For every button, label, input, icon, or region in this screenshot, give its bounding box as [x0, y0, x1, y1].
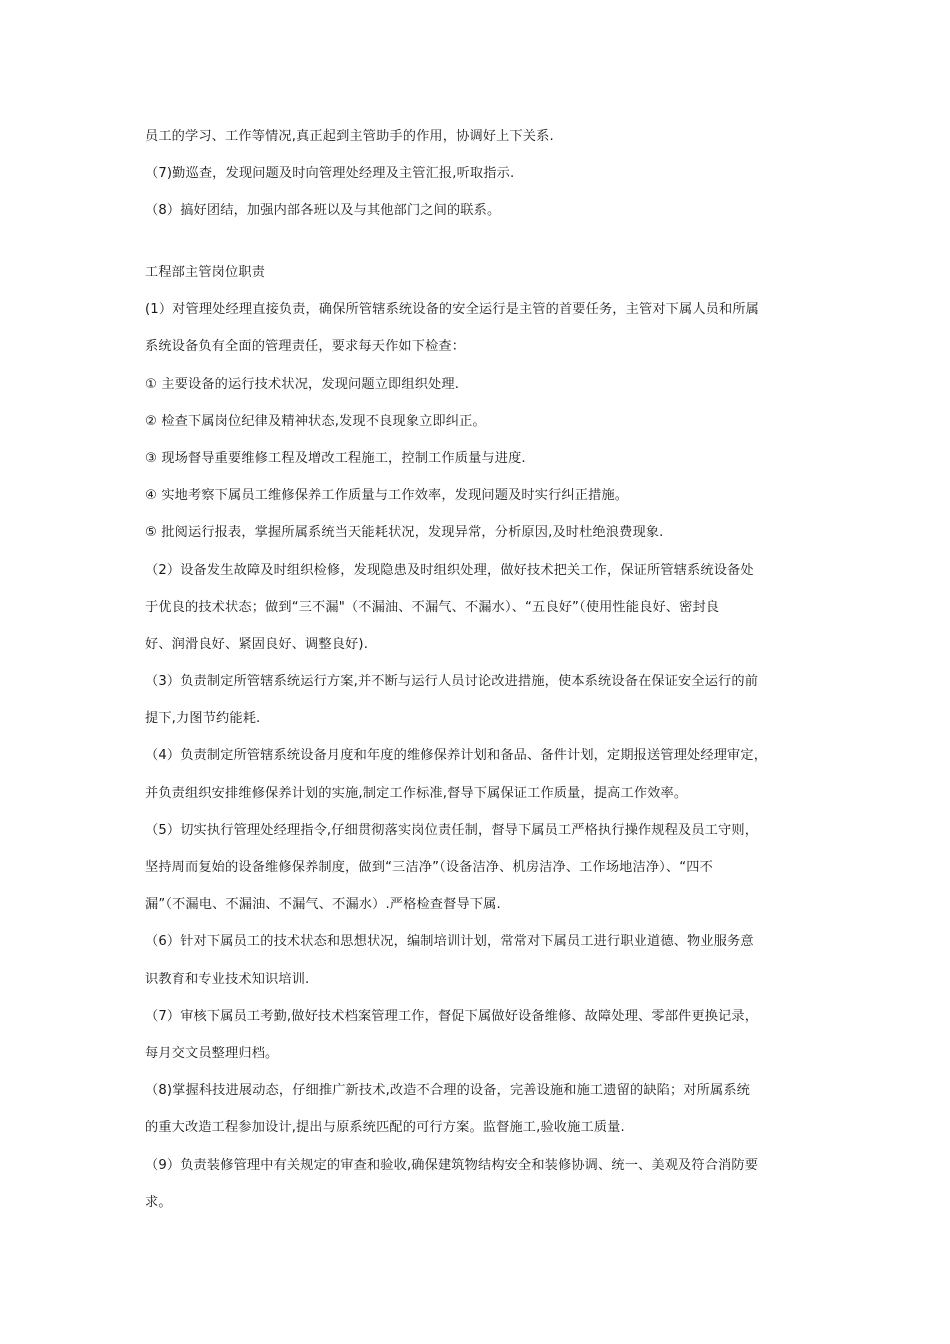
text-line: 的重大改造工程参加设计,提出与原系统匹配的可行方案。监督施工,验收施工质量.	[145, 1120, 625, 1136]
text-line: （8)掌握科技进展动态，仔细推广新技术,改造不合理的设备，完善设施和施工遗留的缺陷；对所属系统	[145, 1083, 751, 1099]
text-line: （7）审核下属员工考勤,做好技术档案管理工作，督促下属做好设备维修、故障处理、零部件更换记录，	[145, 1008, 759, 1024]
text-line: 求。	[145, 1194, 172, 1210]
text-line: ④ 实地考察下属员工维修保养工作质量与工作效率，发现问题及时实行纠正措施。	[145, 488, 629, 504]
text-line: （4）负责制定所管辖系统设备月度和年度的维修保养计划和备品、备件计划，定期报送管理处经理审定，	[145, 748, 768, 764]
text-line: 提下,力图节约能耗.	[145, 711, 261, 727]
text-line: (1）对管理处经理直接负责，确保所管辖系统设备的安全运行是主管的首要任务，主管对下属人员和所属	[145, 302, 760, 318]
text-line: 每月交文员整理归档。	[145, 1045, 279, 1061]
text-line: 并负责组织安排维修保养计划的实施,制定工作标准,督导下属保证工作质量，提高工作效率。	[145, 785, 688, 801]
text-line: 坚持周而复始的设备维修保养制度，做到“三洁净”（设备洁净、机房洁净、工作场地洁净）、“四不	[145, 860, 713, 875]
text-line: （8）搞好团结，加强内部各班以及与其他部门之间的联系。	[145, 203, 501, 219]
section-title: 工程部主管岗位职责	[145, 265, 266, 280]
text-line: （6）针对下属员工的技术状态和思想状况，编制培训计划，常常对下属员工进行职业道德、物业服务意	[145, 934, 754, 950]
text-line: （3）负责制定所管辖系统运行方案,并不断与运行人员讨论改进措施，使本系统设备在保证安全运行的前	[145, 674, 759, 690]
text-line: ① 主要设备的运行技术状况，发现问题立即组织处理.	[145, 376, 460, 392]
section-body	[145, 254, 825, 1221]
text-line: （5）切实执行管理处经理指令,仔细贯彻落实岗位责任制，督导下属员工严格执行操作规程及员工守则，	[145, 822, 759, 838]
previous-section-text	[145, 118, 825, 230]
text-line: 好、润滑良好、紧固良好、调整良好).	[145, 636, 369, 652]
text-line: ⑤ 批阅运行报表，掌握所属系统当天能耗状况，发现异常，分析原因,及时杜绝浪费现象.	[145, 525, 664, 541]
text-line: （7)勤巡查，发现问题及时向管理处经理及主管汇报,听取指示.	[145, 166, 515, 182]
text-line: ② 检查下属岗位纪律及精神状态,发现不良现象立即纠正。	[145, 413, 486, 429]
text-line: 员工的学习、工作等情况,真正起到主管助手的作用，协调好上下关系.	[145, 129, 554, 144]
text-line: （2）设备发生故障及时组织检修，发现隐患及时组织处理，做好技术把关工作，保证所管辖系统设备处	[145, 562, 754, 578]
text-line: ③ 现场督导重要维修工程及增改工程施工，控制工作质量与进度.	[145, 450, 526, 466]
text-line: 漏”（不漏电、不漏油、不漏气、不漏水）.严格检查督导下属.	[145, 897, 501, 913]
text-line: 系统设备负有全面的管理责任，要求每天作如下检查：	[145, 339, 466, 355]
text-line: （9）负责装修管理中有关规定的审查和验收,确保建筑物结构安全和装修协调、统一、美观及符合消防要	[145, 1157, 759, 1173]
text-line: 于优良的技术状态；做到“三不漏"（不漏油、不漏气、不漏水）、“五良好”（使用性能良好、密封良	[145, 599, 720, 615]
text-line: 识教育和专业技术知识培训.	[145, 971, 310, 987]
